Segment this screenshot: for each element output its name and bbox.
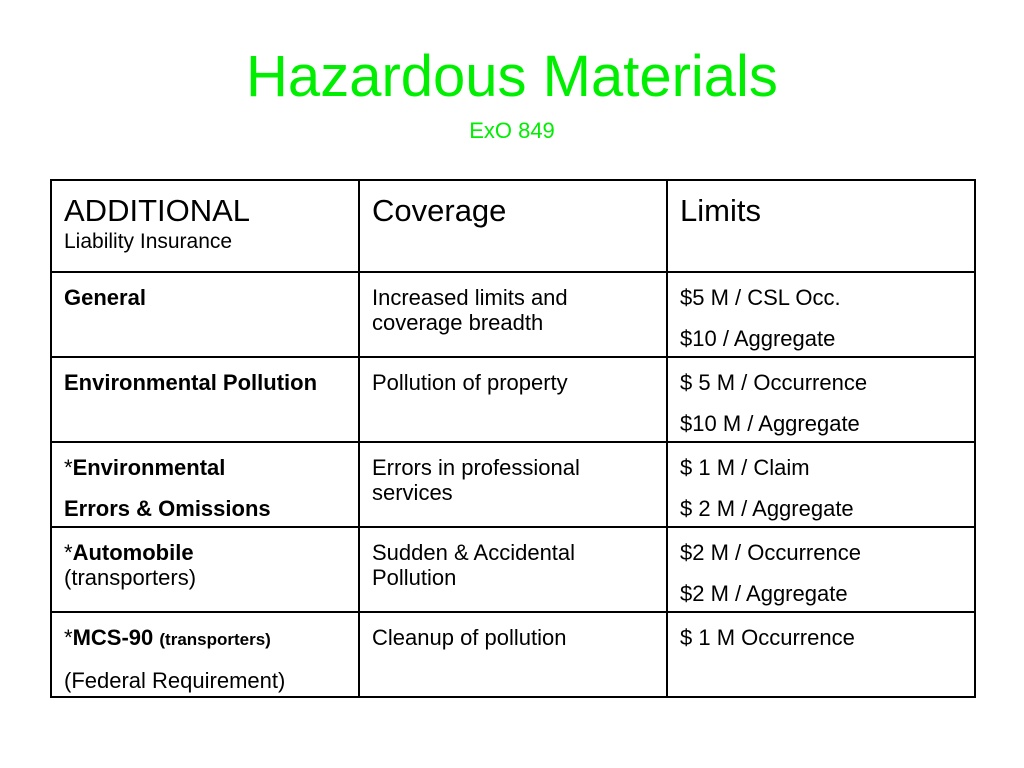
insurance-type-name: General [64, 285, 146, 310]
limit-line-2: $ 2 M / Aggregate [680, 496, 854, 521]
insurance-type-name: Environmental [72, 455, 226, 480]
header-coverage: Coverage [372, 193, 507, 228]
limits-cell [667, 357, 975, 442]
header-limits: Limits [680, 193, 761, 228]
table-row [51, 527, 975, 612]
coverage-text: Cleanup of pollution [372, 625, 567, 650]
table-row [51, 357, 975, 442]
coverage-text: Errors in professional services [372, 455, 580, 505]
coverage-cell [359, 527, 667, 612]
limits-cell [667, 612, 975, 697]
limit-line-1: $2 M / Occurrence [680, 540, 861, 565]
coverage-cell [359, 357, 667, 442]
asterisk-marker: * [64, 625, 73, 650]
limits-cell [667, 442, 975, 527]
header-coverage-cell [359, 180, 667, 272]
header-type-cell [51, 180, 359, 272]
slide-title: Hazardous Materials [246, 44, 778, 109]
asterisk-marker: * [64, 540, 73, 565]
table-row [51, 442, 975, 527]
insurance-type-cell [51, 442, 359, 527]
limit-line-1: $ 1 M Occurrence [680, 625, 855, 650]
table-row [51, 612, 975, 697]
insurance-type-cell [51, 527, 359, 612]
asterisk-marker: * [64, 455, 73, 480]
coverage-text: Pollution of property [372, 370, 568, 395]
coverage-text: Sudden & Accidental Pollution [372, 540, 576, 590]
limit-line-2: $10 / Aggregate [680, 326, 836, 351]
insurance-type-name: MCS-90 [72, 625, 154, 650]
limit-line-1: $ 5 M / Occurrence [680, 370, 868, 395]
coverage-cell [359, 272, 667, 357]
header-type-main: ADDITIONAL [64, 193, 251, 228]
table-row [51, 272, 975, 357]
insurance-type-name: Automobile [72, 540, 194, 565]
coverage-cell [359, 442, 667, 527]
insurance-type-line2: (transporters) [64, 565, 197, 590]
limit-line-2: $10 M / Aggregate [680, 411, 860, 436]
coverage-text: Increased limits and coverage breadth [372, 285, 568, 335]
limit-line-1: $5 M / CSL Occ. [680, 285, 841, 310]
header-type-sub: Liability Insurance [64, 230, 233, 253]
header-limits-cell [667, 180, 975, 272]
limits-cell [667, 527, 975, 612]
coverage-cell [359, 612, 667, 697]
table-header-row [51, 180, 975, 272]
insurance-type-name: Environmental Pollution [64, 370, 318, 395]
insurance-type-cell [51, 272, 359, 357]
insurance-type-line2: Errors & Omissions [64, 496, 271, 521]
insurance-type-cell [51, 357, 359, 442]
slide-subtitle: ExO 849 [469, 118, 555, 143]
insurance-type-line2: (Federal Requirement) [64, 668, 286, 693]
limit-line-1: $ 1 M / Claim [680, 455, 810, 480]
limits-cell [667, 272, 975, 357]
insurance-type-cell [51, 612, 359, 697]
insurance-type-qualifier: (transporters) [159, 630, 271, 649]
insurance-table [50, 179, 976, 698]
limit-line-2: $2 M / Aggregate [680, 581, 848, 606]
